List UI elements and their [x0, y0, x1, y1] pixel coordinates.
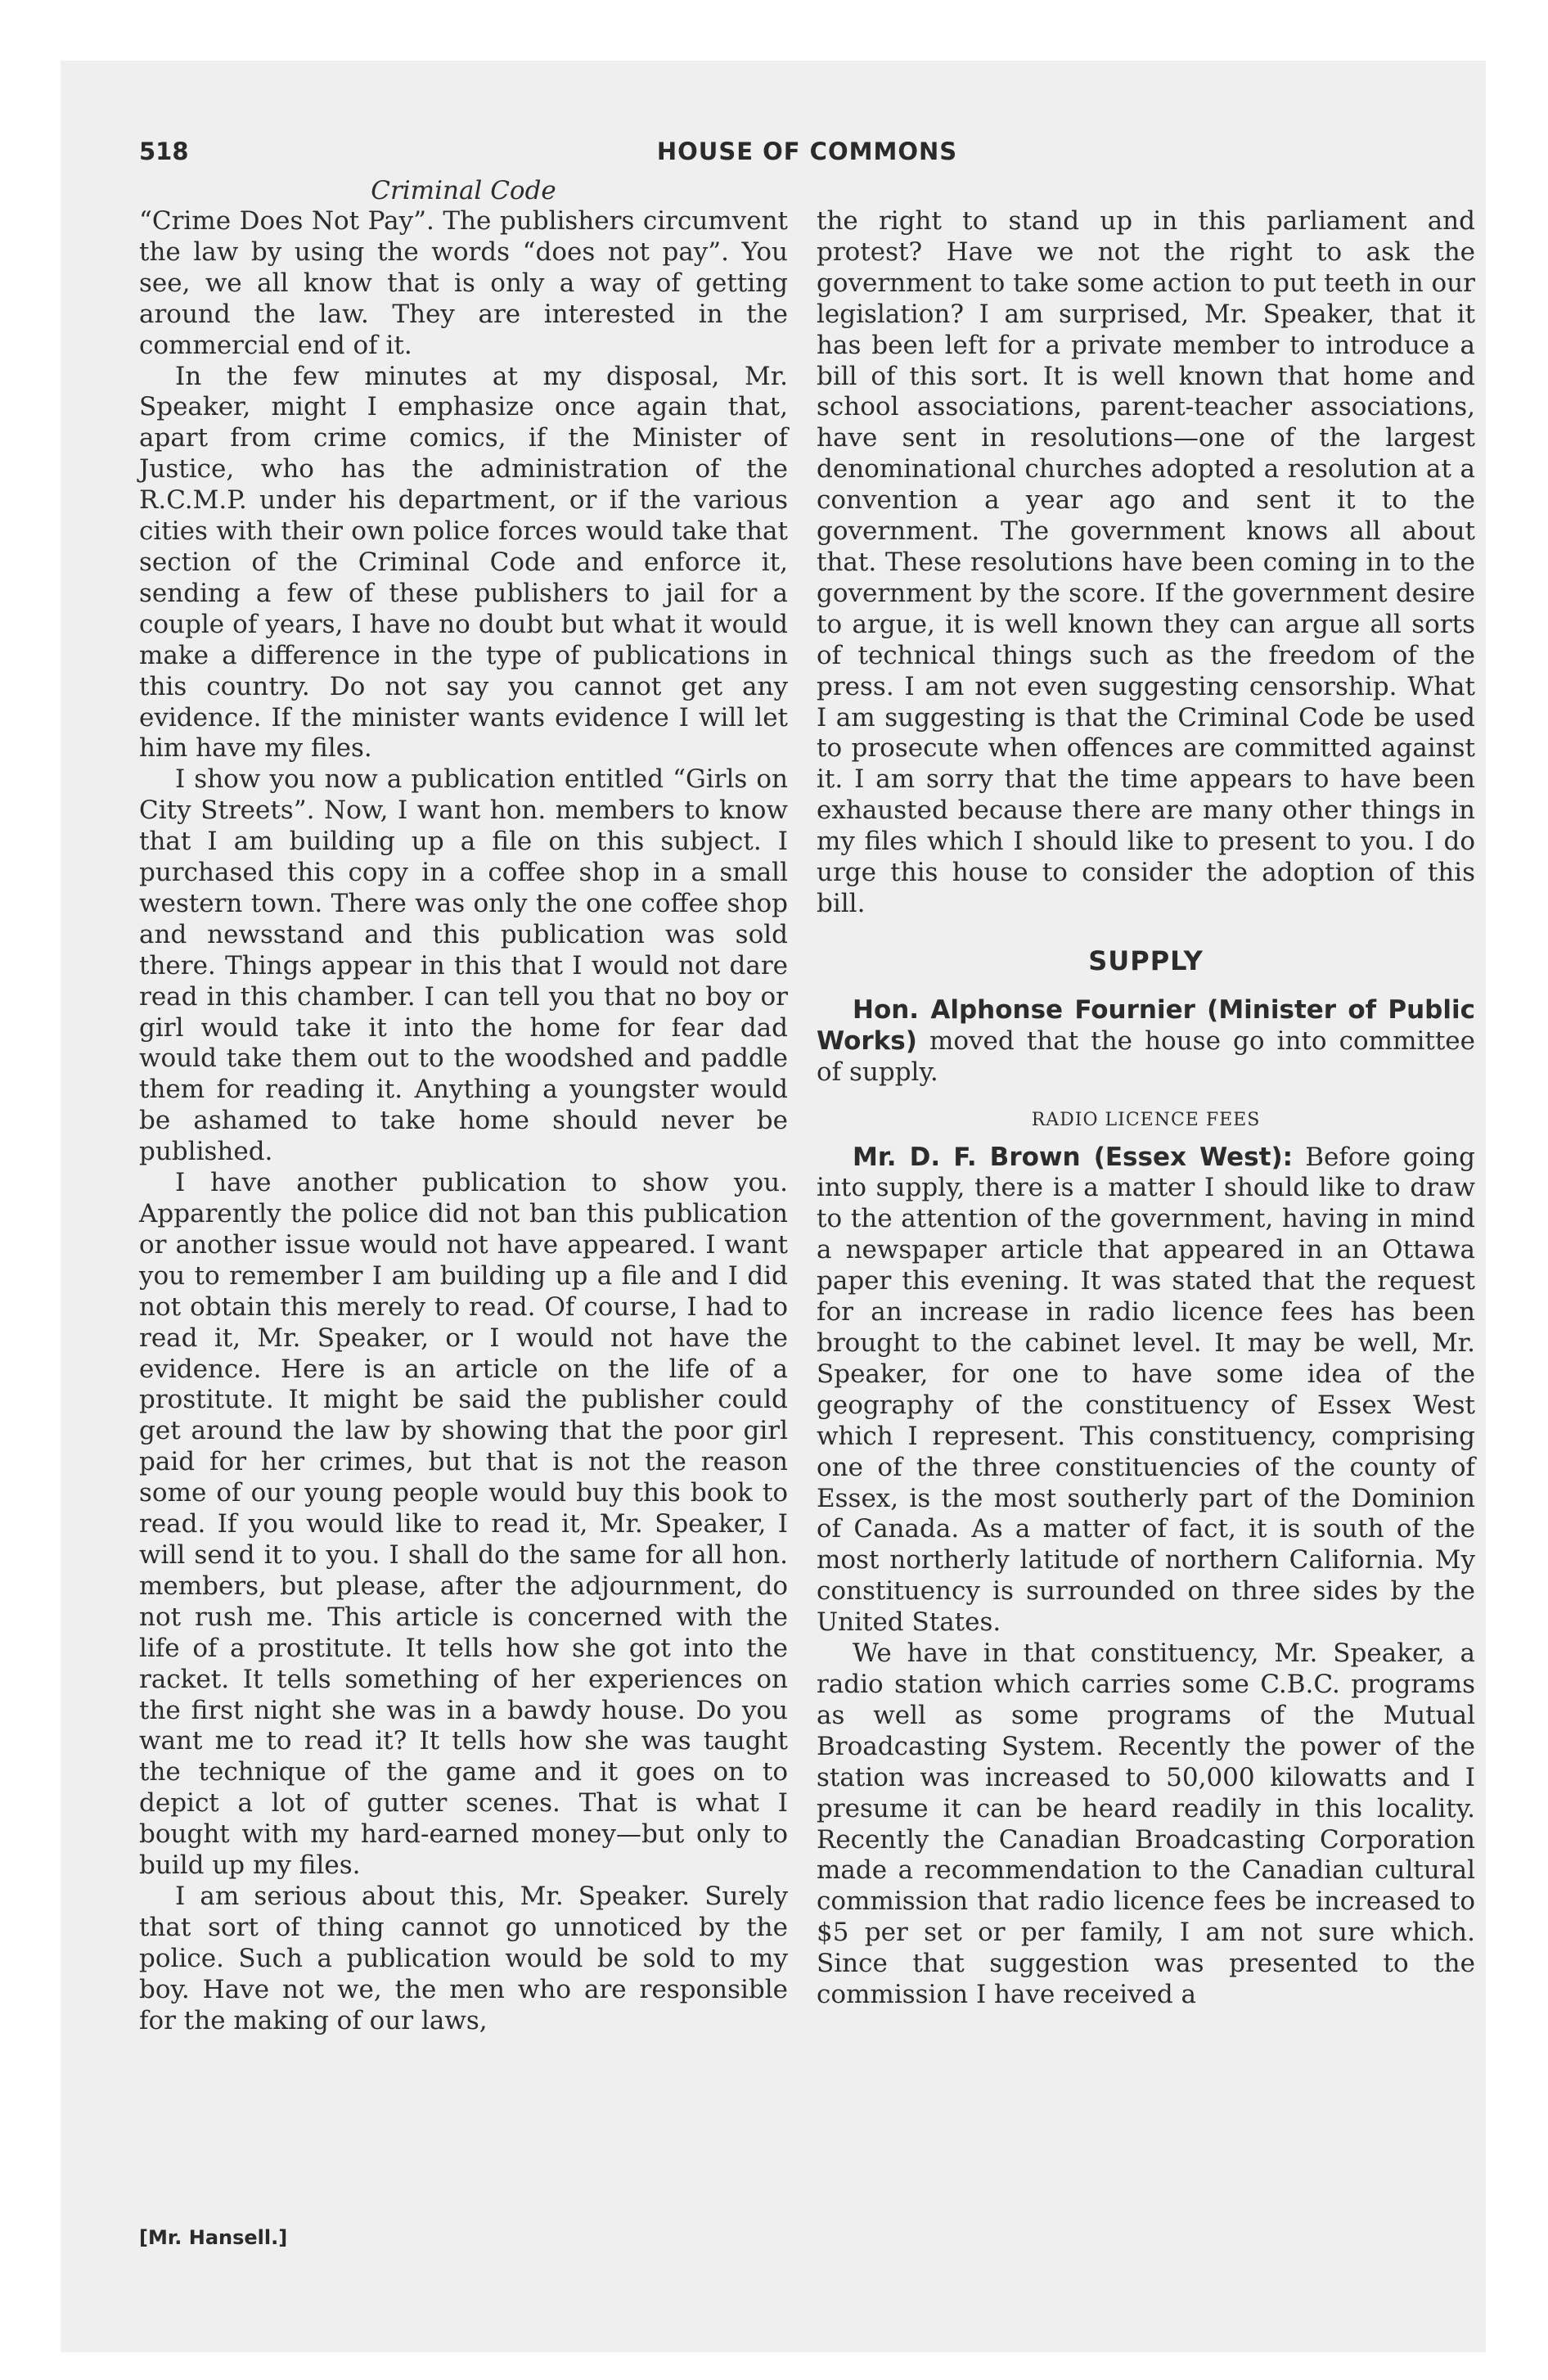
paragraph: I show you now a publication entitled “Girls on City Streets”. Now, I want hon. members to know that I am building up a file on this subject. I purchased this copy in a coffee shop in a small western town. There was only the one coffee shop and newsstand and this publication was sold there. Things appear in this that I would not dare read in this chamber. I can tell you that no boy or girl would take it into the home for fear dad would take them out to the woodshed and paddle them for reading it. Anything a youngster would be ashamed to take home should never be published.: [139, 764, 788, 1167]
paragraph: [817, 1143, 1475, 1639]
speaker-name: Mr. D. F. Brown (Essex West):: [853, 1142, 1294, 1172]
right-column: [817, 206, 1475, 2011]
left-column: [139, 175, 788, 2036]
speaker-attribution: [Mr. Hansell.]: [139, 2226, 288, 2249]
paragraph: I have another publication to show you. Apparently the police did not ban this publication or another issue would not have appeared. I want you to remember I am building up a file and I did not obtain this merely to read. Of course, I had to read it, Mr. Speaker, or I would not have the evidence. Here is an article on the life of a prostitute. It might be said the publisher could get around the law by showing that the poor girl paid for her crimes, but that is not the reason some of our young people would buy this book to read. If you would like to read it, Mr. Speaker, I will send it to you. I shall do the same for all hon. members, but please, after the adjournment, do not rush me. This article is concerned with the life of a prostitute. It tells how she got into the racket. It tells something of her experiences on the first night she was in a bawdy house. Do you want me to read it? It tells how she was taught the technique of the game and it goes on to depict a lot of gutter scenes. That is what I bought with my hard-earned money—but only to build up my files.: [139, 1168, 788, 1881]
sub-heading: RADIO LICENCE FEES: [1031, 1109, 1261, 1130]
speaker-name: Hon. Alphonse Fournier (Minister of Public Works): [817, 994, 1475, 1056]
speech-text: moved that the house go into committee of supply.: [817, 1025, 1475, 1087]
running-head: Criminal Code: [371, 176, 556, 205]
page-header: [139, 137, 1475, 170]
paragraph: “Crime Does Not Pay”. The publishers circumvent the law by using the words “does not pay”. You see, we all know that is only a way of getting around the law. They are interested in the commercial end of it.: [139, 206, 788, 360]
paragraph: [817, 995, 1475, 1089]
section-heading: SUPPLY: [1088, 944, 1204, 976]
journal-title: HOUSE OF COMMONS: [656, 137, 958, 165]
speech-text: Before going into supply, there is a matter I should like to draw to the attention of the government, having in mind a newspaper article that appeared in an Ottawa paper this evening. It was stated that the request for an increase in radio licence fees has been brought to the cabinet level. It may be well, Mr. Speaker, for one to have some idea of the geography of the constituency of Essex West which I represent. This constituency, comprising one of the three constituencies of the county of Essex, is the most southerly part of the Dominion of Canada. As a matter of fact, it is south of the most northerly latitude of northern California. My constituency is surrounded on three sides by the United States.: [817, 1142, 1476, 1638]
paragraph: In the few minutes at my disposal, Mr. Speaker, might I emphasize once again that, apart from crime comics, if the Minister of Justice, who has the administration of the R.C.M.P. under his department, or if the various cities with their own police forces would take that section of the Criminal Code and enforce it, sending a few of these publishers to jail for a couple of years, I have no doubt but what it would make a difference in the type of publications in this country. Do not say you cannot get any evidence. If the minister wants evidence I will let him have my files.: [139, 361, 788, 764]
paragraph: I am serious about this, Mr. Speaker. Surely that sort of thing cannot go unnoticed by the police. Such a publication would be sold to my boy. Have not we, the men who are responsible for the making of our laws,: [139, 1881, 788, 2035]
paragraph: the right to stand up in this parliament and protest? Have we not the right to ask the government to take some action to put teeth in our legislation? I am surprised, Mr. Speaker, that it has been left for a private member to introduce a bill of this sort. It is well known that home and school associations, parent-teacher associations, have sent in resolutions—one of the largest denominational churches adopted a resolution at a convention a year ago and sent it to the government. The government knows all about that. These resolutions have been coming in to the government by the score. If the government desire to argue, it is well known they can argue all sorts of technical things such as the freedom of the press. I am not even suggesting censorship. What I am suggesting is that the Criminal Code be used to prosecute when offences are committed against it. I am sorry that the time appears to have been exhausted because there are many other things in my files which I should like to present to you. I do urge this house to consider the adoption of this bill.: [817, 206, 1475, 918]
paragraph: We have in that constituency, Mr. Speaker, a radio station which carries some C.B.C. programs as well as some programs of the Mutual Broadcasting System. Recently the power of the station was increased to 50,000 kilowatts and I presume it can be heard readily in this locality. Recently the Canadian Broadcasting Corporation made a recommendation to the Canadian cultural commission that radio licence fees be increased to $5 per set or per family, I am not sure which. Since that suggestion was presented to the commission I have received a: [817, 1639, 1475, 2010]
page-number: 518: [139, 137, 189, 165]
